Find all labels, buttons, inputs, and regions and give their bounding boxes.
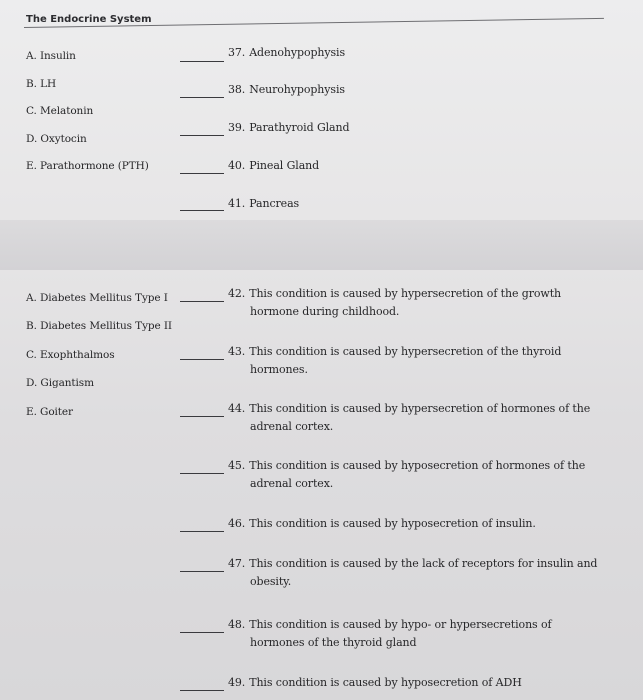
answer-blank-45[interactable] [180,473,224,474]
option-b-diabetes-type-2: B. Diabetes Mellitus Type II [26,320,172,332]
option-c-exophthalmos: C. Exophthalmos [26,349,115,361]
question-37: 37. Adenohypophysis [228,46,346,59]
answer-blank-37[interactable] [180,61,224,62]
option-b-lh: B. LH [26,78,57,90]
option-e-goiter: E. Goiter [26,406,73,418]
question-38: 38. Neurohypophysis [228,83,345,96]
question-47: 47. This condition is caused by the lack of receptors for insulin and obesity. [228,557,598,588]
answer-blank-42[interactable] [180,301,224,302]
question-44: 44. This condition is caused by hypersecretion of hormones of the adrenal cortex. [228,402,591,433]
answer-blank-41[interactable] [180,210,224,211]
question-45: 45. This condition is caused by hyposecretion of hormones of the adrenal cortex. [228,459,586,490]
option-d-gigantism: D. Gigantism [26,377,94,389]
answer-blank-38[interactable] [180,97,224,98]
page-title: The Endocrine System [26,14,152,25]
answer-blank-40[interactable] [180,173,224,174]
answer-blank-39[interactable] [180,135,224,136]
option-a-insulin: A. Insulin [26,50,76,62]
question-48: 48. This condition is caused by hypo- or hypersecretions of hormones of the thyroid gland [228,618,552,649]
question-39: 39. Parathyroid Gland [228,121,350,134]
option-d-oxytocin: D. Oxytocin [26,133,87,145]
question-46: 46. This condition is caused by hyposecretion of insulin. [228,517,536,530]
option-e-pth: E. Parathormone (PTH) [26,160,149,172]
option-c-melatonin: C. Melatonin [26,105,94,117]
question-43: 43. This condition is caused by hypersecretion of the thyroid hormones. [228,345,562,376]
answer-blank-43[interactable] [180,359,224,360]
option-a-diabetes-type-1: A. Diabetes Mellitus Type I [26,292,168,304]
question-42: 42. This condition is caused by hypersecretion of the growth hormone during childhood. [228,287,562,318]
answer-blank-49[interactable] [180,690,224,691]
answer-blank-48[interactable] [180,632,224,633]
question-49: 49. This condition is caused by hyposecretion of ADH [228,676,522,689]
page-fold-shadow [0,220,643,270]
answer-blank-47[interactable] [180,571,224,572]
question-40: 40. Pineal Gland [228,159,320,172]
answer-blank-46[interactable] [180,531,224,532]
answer-blank-44[interactable] [180,416,224,417]
question-41: 41. Pancreas [228,197,300,210]
